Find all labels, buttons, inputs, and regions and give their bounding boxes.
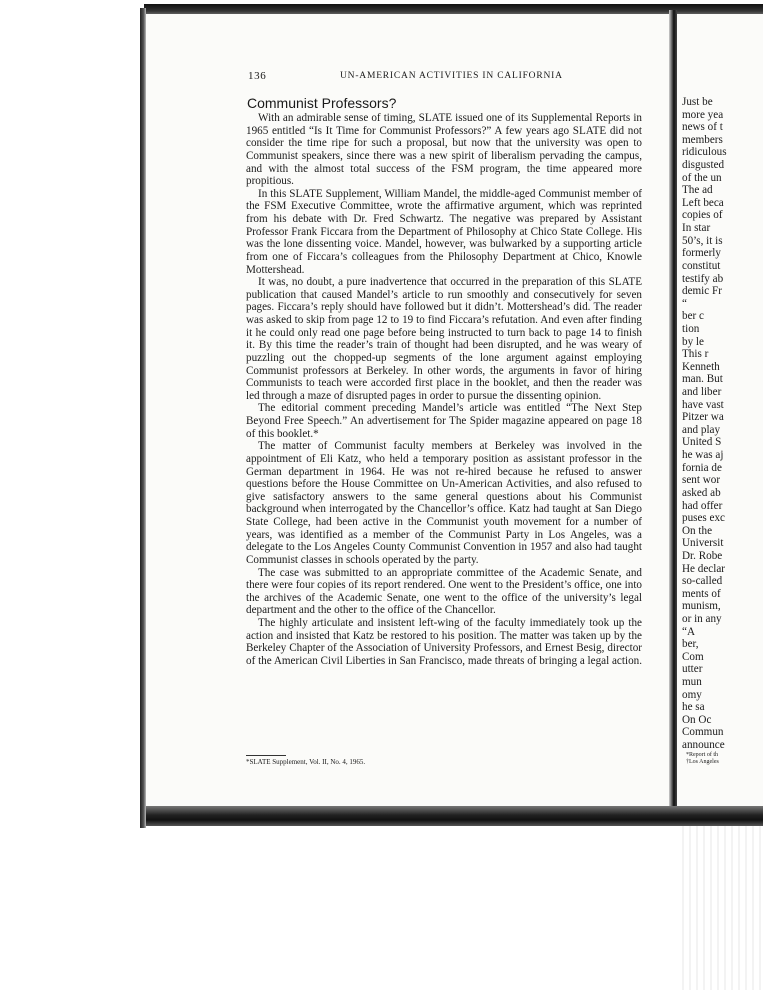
- right-page-line: news of t: [682, 121, 723, 134]
- right-page-line: On the: [682, 524, 713, 537]
- paragraph: With an admirable sense of timing, SLATE issued one of its Supplemental Reports in 1965 entitled “Is It Time for Communist Professors?” A few years ago SLATE did not consider the time ripe for such a proposal, but now that the university was open to Communist speakers, since there was a new spirit of liberalism pervading the campus, and with the almost total success of the FSM program, the time appeared more propitious.: [246, 112, 642, 188]
- right-page-line: “: [682, 297, 687, 310]
- right-page-line: sent wor: [682, 474, 721, 487]
- right-page-line: omy: [682, 688, 702, 701]
- right-page-line: Pitzer wa: [682, 411, 724, 424]
- book-bottom-edge: [146, 806, 763, 826]
- page-number: 136: [248, 70, 267, 82]
- running-head: [248, 70, 648, 84]
- right-page-line: The ad: [682, 184, 713, 197]
- right-page-line: man. But: [682, 373, 723, 386]
- paragraph: The case was submitted to an appropriate committee of the Academic Senate, and there were four copies of its report rendered. One went to the President’s office, one into the archives of the Academic Senate, one went to the office of the university’s legal department and the other to the office of the Chancellor.: [246, 566, 642, 617]
- right-page-line: of the un: [682, 171, 722, 184]
- paragraph: The highly articulate and insistent left-wing of the faculty immediately took up the action and insisted that Katz be restored to his position. The matter was taken up by the Berkeley Chapter of the Association of University Professors, and Ernest Besig, director of the American Civil Liberties in San Francisco, made threats of bringing a legal action.: [246, 617, 642, 667]
- right-page-line: mun: [682, 676, 702, 689]
- right-page-line: and play: [682, 423, 721, 436]
- right-page-line: Just be: [682, 96, 713, 108]
- right-page-line: by le: [682, 335, 704, 348]
- right-page-line: puses exc: [682, 512, 726, 525]
- right-page-line: This r: [682, 348, 709, 361]
- paragraph: The matter of Communist faculty members at Berkeley was involved in the appointment of Eli Katz, who held a temporary position as assistant professor in the German department in 1964. He was not re-hired because he refused to answer questions before the House Committee on Un-American Activities, and also refused to give satisfactory answers to the same general questions about his Communist background when interrogated by the Chancellor’s office. Katz had taught at San Diego State College, had been active in the Communist youth movement for a number of years, was identified as a member of the Communist Party in Los Angeles, was a delegate to the Los Angeles County Communist Convention in 1957 and also had taught Communist classes in schools operated by the party.: [246, 440, 642, 566]
- right-page-line: ber,: [682, 638, 699, 651]
- right-page-line: copies of: [682, 209, 723, 222]
- right-page-footnotes: [686, 752, 719, 766]
- right-page-line: munism,: [682, 600, 721, 613]
- section-heading: Communist Professors?: [247, 95, 397, 111]
- right-page-text: [682, 96, 763, 752]
- right-page-line: Left beca: [682, 196, 724, 209]
- right-page-line: and liber: [682, 386, 722, 399]
- right-page-line: ments of: [682, 587, 721, 600]
- right-page-line: Commun: [682, 726, 724, 739]
- right-page-line: constitut: [682, 259, 721, 272]
- right-page-line: Kenneth: [682, 360, 720, 373]
- right-page-line: He declar: [682, 562, 725, 575]
- right-page-line: have vast: [682, 398, 724, 411]
- right-page-line: members: [682, 133, 723, 146]
- right-page-line: formerly: [682, 247, 721, 260]
- right-page-line: ridiculous: [682, 146, 727, 159]
- right-page-line: tion: [682, 322, 700, 335]
- right-page-line: demic Fr: [682, 285, 722, 298]
- right-page-line: Com: [682, 650, 704, 663]
- right-page-line: Dr. Robe: [682, 549, 723, 562]
- right-page-line: In star: [682, 222, 711, 235]
- paragraph: In this SLATE Supplement, William Mandel, the middle-aged Communist member of the FSM Executive Committee, wrote the affirmative argument, which was reprinted from his debate with Dr. Fred Schwartz. The negative was prepared by Assistant Professor Frank Ficcara from the Department of Philosophy at Chico State College. His was the lone dissenting voice. Mandel, however, was bulwarked by a supporting article from one of Ficcara’s colleagues from the Philosophy Department at Chico, Knowle Mottershead.: [246, 187, 642, 276]
- footnote: *SLATE Supplement, Vol. II, No. 4, 1965.: [246, 758, 366, 766]
- right-page-line: testify ab: [682, 272, 724, 285]
- right-page-line: more yea: [682, 108, 724, 121]
- right-page-line: ber c: [682, 310, 704, 323]
- right-page-line: asked ab: [682, 486, 721, 499]
- footnote-rule: [246, 755, 286, 756]
- right-page-line: fornia de: [682, 461, 722, 474]
- right-page-line: United S: [682, 436, 722, 449]
- body-text: [246, 112, 642, 668]
- right-page-line: he sa: [682, 701, 705, 714]
- paragraph: The editorial comment preceding Mandel’s article was entitled “The Next Step Beyond Free Speech.” An advertisement for The Spider magazine appeared on page 18 of this booklet.*: [246, 402, 642, 440]
- right-page-line: had offer: [682, 499, 723, 512]
- scan-noise-area: [677, 826, 763, 990]
- right-page-line: On Oc: [682, 713, 712, 726]
- right-page-footnote: †Los Angeles: [686, 759, 719, 765]
- paragraph: It was, no doubt, a pure inadvertence that occurred in the preparation of this SLATE publication that caused Mandel’s article to run smoothly and consecutively for seven pages. Ficcara’s reply should have followed but it didn’t. Mottershead’s did. The reader was asked to skip from page 12 to 19 to find Ficcara’s refutation. And even after finding it he could only read one page before being instructed to turn back to page 14 to finish it. By this time the reader’s train of thought had been disrupted, and he was weary of puzzling out the chopped-up segments of the lone argument against employing Communist professors at Berkeley. In other words, the arguments in favor of hiring Communists to teach were accorded first place in the booklet, and then the reader was led through a maze of disrupted pages in order to pursue the dissenting opinion.: [246, 276, 642, 402]
- right-page-line: “A: [682, 625, 695, 638]
- right-page-line: 50’s, it is: [682, 234, 723, 247]
- right-page-line: so-called: [682, 575, 723, 588]
- right-page-line: disgusted: [682, 159, 725, 172]
- right-page-line: or in any: [682, 612, 722, 625]
- running-head-title: UN-AMERICAN ACTIVITIES IN CALIFORNIA: [340, 71, 563, 81]
- right-page-line: announce: [682, 739, 725, 752]
- right-page-line: utter: [682, 663, 703, 676]
- right-page-line: Universit: [682, 537, 724, 550]
- book-gutter: [669, 10, 677, 810]
- right-page-footnote: *Report of th: [686, 752, 718, 758]
- right-page-line: he was aj: [682, 449, 724, 462]
